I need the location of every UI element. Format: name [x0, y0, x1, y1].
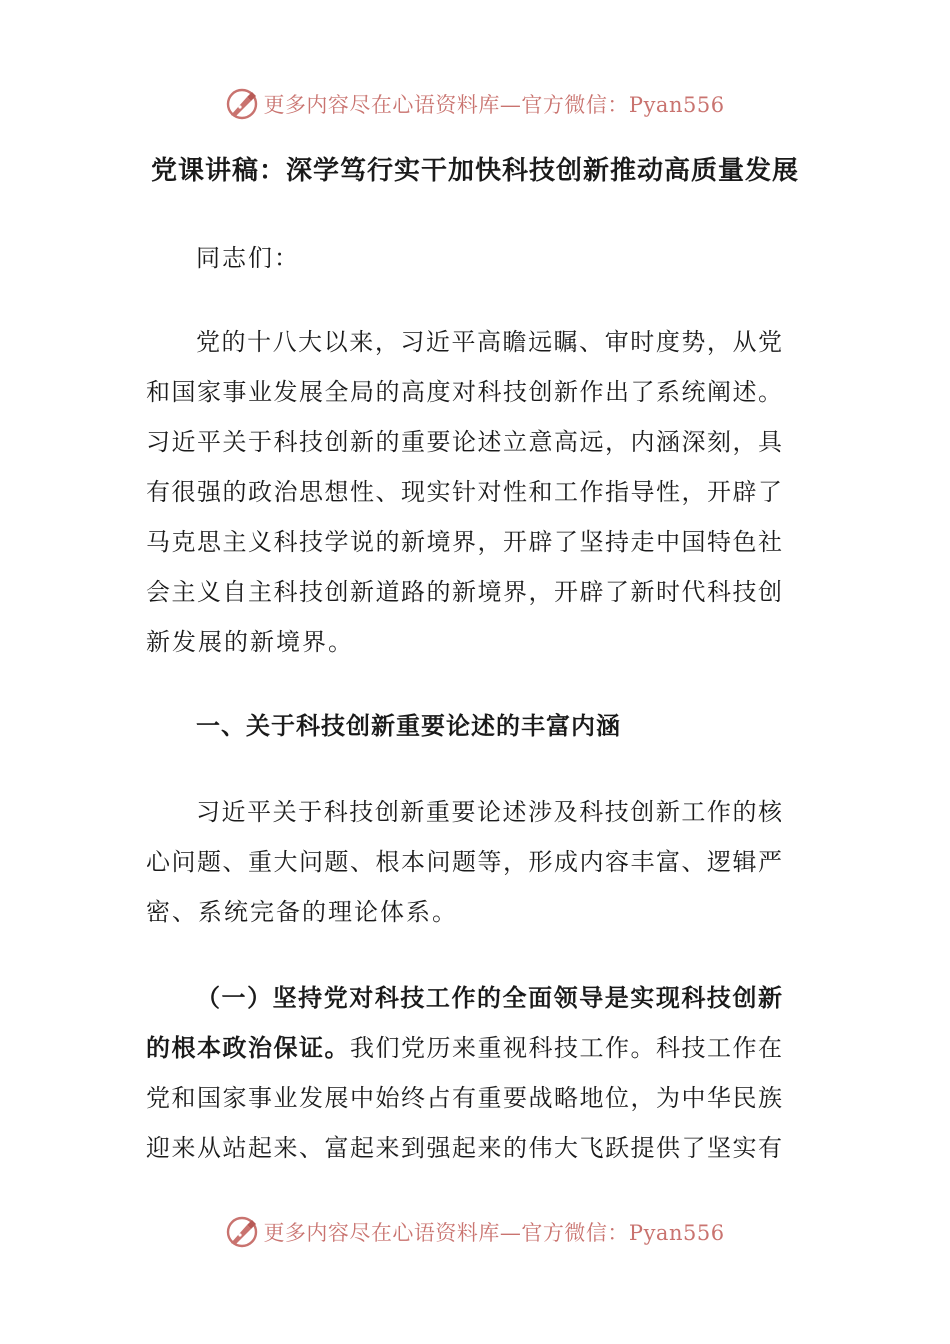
- paragraph-line: 习近平关于科技创新重要论述涉及科技创新工作的核: [196, 798, 782, 826]
- paragraph-line: 有很强的政治思想性、现实针对性和工作指导性，开辟了: [146, 478, 782, 506]
- fountain-pen-logo-icon: [225, 1215, 259, 1249]
- paragraph-line: 和国家事业发展全局的高度对科技创新作出了系统阐述。: [146, 378, 782, 406]
- footer-watermark: [0, 1212, 950, 1252]
- watermark-text: 更多内容尽在心语资料库—官方微信：Pyan556: [263, 93, 725, 117]
- paragraph-line: 密、系统完备的理论体系。: [146, 898, 458, 926]
- page-title: 党课讲稿：深学笃行实干加快科技创新推动高质量发展: [150, 156, 799, 186]
- paragraph-lead-heading: （一）坚持党对科技工作的全面领导是实现科技创新: [196, 983, 782, 1012]
- paragraph-line: 党和国家事业发展中始终占有重要战略地位，为中华民族: [146, 1084, 782, 1112]
- watermark-text: 更多内容尽在心语资料库—官方微信：Pyan556: [263, 1221, 725, 1245]
- paragraph-line: 马克思主义科技学说的新境界，开辟了坚持走中国特色社: [146, 528, 782, 556]
- paragraph-line: 迎来从站起来、富起来到强起来的伟大飞跃提供了坚实有: [146, 1134, 782, 1162]
- header-watermark: [0, 84, 950, 124]
- paragraph-line: 会主义自主科技创新道路的新境界，开辟了新时代科技创: [146, 578, 782, 606]
- paragraph-line: 党的十八大以来，习近平高瞻远瞩、审时度势，从党: [196, 328, 782, 356]
- paragraph-line: 新发展的新境界。: [146, 628, 354, 656]
- paragraph-line: [146, 1030, 782, 1066]
- paragraph-line: 习近平关于科技创新的重要论述立意高远，内涵深刻，具: [146, 428, 782, 456]
- paragraph-line-text: 我们党历来重视科技工作。科技工作在: [350, 1034, 782, 1062]
- paragraph-lead-heading-end: 的根本政治保证。: [146, 1033, 350, 1062]
- section-heading: 一、关于科技创新重要论述的丰富内涵: [196, 711, 621, 740]
- salutation: 同志们：: [196, 244, 300, 272]
- paragraph-line: 心问题、重大问题、根本问题等，形成内容丰富、逻辑严: [146, 848, 782, 876]
- fountain-pen-logo-icon: [225, 87, 259, 121]
